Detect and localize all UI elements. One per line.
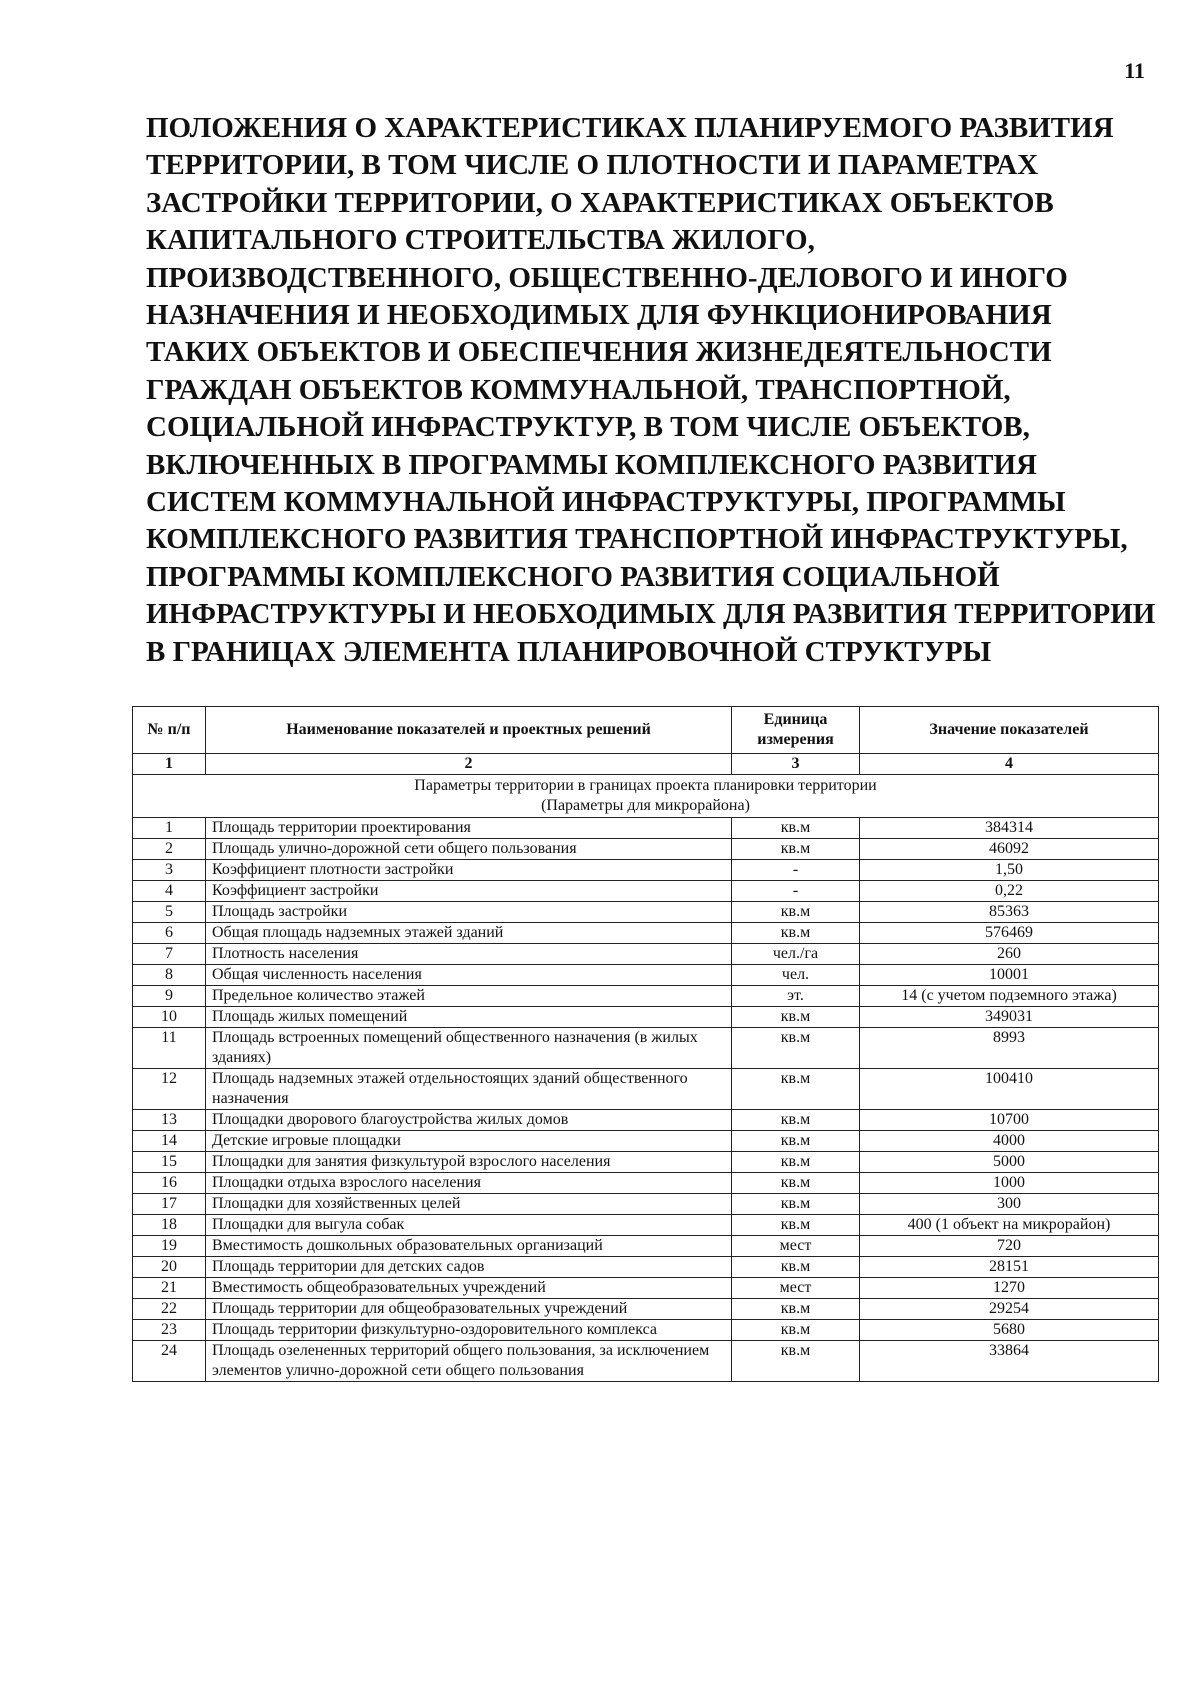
row-unit: - bbox=[732, 860, 860, 881]
row-unit: чел./га bbox=[732, 944, 860, 965]
row-indicator-name: Площадь территории физкультурно-оздоровительного комплекса bbox=[206, 1320, 732, 1341]
row-unit: кв.м bbox=[732, 1215, 860, 1236]
row-value: 10001 bbox=[860, 965, 1159, 986]
row-number: 24 bbox=[133, 1341, 206, 1382]
row-number: 15 bbox=[133, 1152, 206, 1173]
table-row bbox=[133, 1215, 1159, 1236]
header-unit: Единица измерения bbox=[732, 707, 860, 754]
column-number: 3 bbox=[732, 754, 860, 775]
table-row bbox=[133, 923, 1159, 944]
row-indicator-name: Площадки для занятия физкультурой взрослого населения bbox=[206, 1152, 732, 1173]
row-value: 260 bbox=[860, 944, 1159, 965]
row-number: 22 bbox=[133, 1299, 206, 1320]
row-value: 10700 bbox=[860, 1110, 1159, 1131]
row-indicator-name: Общая площадь надземных этажей зданий bbox=[206, 923, 732, 944]
header-num: № п/п bbox=[133, 707, 206, 754]
row-value: 1270 bbox=[860, 1278, 1159, 1299]
table-body bbox=[133, 754, 1159, 1382]
row-value: 576469 bbox=[860, 923, 1159, 944]
row-unit: мест bbox=[732, 1278, 860, 1299]
row-unit: кв.м bbox=[732, 1299, 860, 1320]
row-indicator-name: Площадки дворового благоустройства жилых домов bbox=[206, 1110, 732, 1131]
row-indicator-name: Вместимость общеобразовательных учреждений bbox=[206, 1278, 732, 1299]
heading-line: КАПИТАЛЬНОГО СТРОИТЕЛЬСТВА ЖИЛОГО, bbox=[146, 224, 815, 257]
heading-line: В ГРАНИЦАХ ЭЛЕМЕНТА ПЛАНИРОВОЧНОЙ СТРУКТУРЫ bbox=[146, 635, 992, 668]
document-heading bbox=[146, 110, 1156, 671]
row-value: 300 bbox=[860, 1194, 1159, 1215]
row-value: 5680 bbox=[860, 1320, 1159, 1341]
table-row bbox=[133, 965, 1159, 986]
column-number: 2 bbox=[206, 754, 732, 775]
table-row bbox=[133, 944, 1159, 965]
section-title-line: (Параметры для микрорайона) bbox=[541, 797, 750, 814]
header-value: Значение показателей bbox=[860, 707, 1159, 754]
row-number: 4 bbox=[133, 881, 206, 902]
row-value: 29254 bbox=[860, 1299, 1159, 1320]
row-indicator-name: Площадь надземных этажей отдельностоящих зданий общественного назначения bbox=[206, 1069, 732, 1110]
heading-line: ПОЛОЖЕНИЯ О ХАРАКТЕРИСТИКАХ ПЛАНИРУЕМОГО РАЗВИТИЯ bbox=[146, 112, 1114, 144]
row-value: 33864 bbox=[860, 1341, 1159, 1382]
row-number: 14 bbox=[133, 1131, 206, 1152]
row-number: 20 bbox=[133, 1257, 206, 1278]
row-indicator-name: Площадки отдыха взрослого населения bbox=[206, 1173, 732, 1194]
table-row bbox=[133, 1152, 1159, 1173]
row-value: 1000 bbox=[860, 1173, 1159, 1194]
row-indicator-name: Вместимость дошкольных образовательных организаций bbox=[206, 1236, 732, 1257]
heading-line: СОЦИАЛЬНОЙ ИНФРАСТРУКТУР, В ТОМ ЧИСЛЕ ОБЪЕКТОВ, bbox=[146, 411, 1030, 444]
table-row bbox=[133, 1320, 1159, 1341]
section-title bbox=[133, 775, 1159, 818]
row-number: 1 bbox=[133, 818, 206, 839]
heading-line: ВКЛЮЧЕННЫХ В ПРОГРАММЫ КОМПЛЕКСНОГО РАЗВИТИЯ bbox=[146, 448, 1037, 481]
row-indicator-name: Площадь территории для общеобразовательных учреждений bbox=[206, 1299, 732, 1320]
row-number: 3 bbox=[133, 860, 206, 881]
row-value: 349031 bbox=[860, 1007, 1159, 1028]
table-row bbox=[133, 1341, 1159, 1382]
table-row bbox=[133, 818, 1159, 839]
row-indicator-name: Плотность населения bbox=[206, 944, 732, 965]
column-numbering-row bbox=[133, 754, 1159, 775]
row-number: 18 bbox=[133, 1215, 206, 1236]
row-value: 14 (с учетом подземного этажа) bbox=[860, 986, 1159, 1007]
row-unit: кв.м bbox=[732, 839, 860, 860]
row-unit: кв.м bbox=[732, 1173, 860, 1194]
table-row bbox=[133, 839, 1159, 860]
row-indicator-name: Площадь улично-дорожной сети общего пользования bbox=[206, 839, 732, 860]
table-row bbox=[133, 881, 1159, 902]
table-row bbox=[133, 1131, 1159, 1152]
row-value: 720 bbox=[860, 1236, 1159, 1257]
row-unit: кв.м bbox=[732, 902, 860, 923]
heading-line: ИНФРАСТРУКТУРЫ И НЕОБХОДИМЫХ ДЛЯ РАЗВИТИЯ ТЕРРИТОРИИ bbox=[146, 598, 1156, 631]
row-number: 17 bbox=[133, 1194, 206, 1215]
table-row bbox=[133, 1069, 1159, 1110]
table-row bbox=[133, 986, 1159, 1007]
table-row bbox=[133, 1173, 1159, 1194]
row-value: 4000 bbox=[860, 1131, 1159, 1152]
table-row bbox=[133, 902, 1159, 923]
row-unit: чел. bbox=[732, 965, 860, 986]
heading-line: НАЗНАЧЕНИЯ И НЕОБХОДИМЫХ ДЛЯ ФУНКЦИОНИРОВАНИЯ bbox=[146, 299, 1052, 332]
row-indicator-name: Детские игровые площадки bbox=[206, 1131, 732, 1152]
row-number: 11 bbox=[133, 1028, 206, 1069]
row-indicator-name: Коэффициент плотности застройки bbox=[206, 860, 732, 881]
section-row bbox=[133, 775, 1159, 818]
row-unit: кв.м bbox=[732, 1069, 860, 1110]
row-indicator-name: Площадь территории для детских садов bbox=[206, 1257, 732, 1278]
row-indicator-name: Предельное количество этажей bbox=[206, 986, 732, 1007]
column-number: 1 bbox=[133, 754, 206, 775]
row-unit: кв.м bbox=[732, 1007, 860, 1028]
row-number: 23 bbox=[133, 1320, 206, 1341]
heading-line: ЗАСТРОЙКИ ТЕРРИТОРИИ, О ХАРАКТЕРИСТИКАХ ОБЪЕКТОВ bbox=[146, 186, 1054, 219]
row-unit: эт. bbox=[732, 986, 860, 1007]
table-row bbox=[133, 1236, 1159, 1257]
row-value: 0,22 bbox=[860, 881, 1159, 902]
heading-line: КОМПЛЕКСНОГО РАЗВИТИЯ ТРАНСПОРТНОЙ ИНФРАСТРУКТУРЫ, bbox=[146, 523, 1128, 556]
table-row bbox=[133, 1194, 1159, 1215]
row-value: 384314 bbox=[860, 818, 1159, 839]
heading-line: ПРОГРАММЫ КОМПЛЕКСНОГО РАЗВИТИЯ СОЦИАЛЬНОЙ bbox=[146, 560, 1000, 593]
row-indicator-name: Площадь озелененных территорий общего пользования, за исключением элементов улично-дорожной сети общего пользования bbox=[206, 1341, 732, 1382]
page-number: 11 bbox=[1124, 58, 1145, 83]
row-value: 28151 bbox=[860, 1257, 1159, 1278]
row-unit: мест bbox=[732, 1236, 860, 1257]
table-header-row bbox=[133, 707, 1159, 754]
row-unit: кв.м bbox=[732, 1110, 860, 1131]
column-number: 4 bbox=[860, 754, 1159, 775]
row-number: 7 bbox=[133, 944, 206, 965]
row-number: 6 bbox=[133, 923, 206, 944]
row-value: 100410 bbox=[860, 1069, 1159, 1110]
row-indicator-name: Площадки для хозяйственных целей bbox=[206, 1194, 732, 1215]
indicators-table bbox=[132, 706, 1159, 1382]
heading-line: ТАКИХ ОБЪЕКТОВ И ОБЕСПЕЧЕНИЯ ЖИЗНЕДЕЯТЕЛЬНОСТИ bbox=[146, 336, 1052, 369]
table-row bbox=[133, 860, 1159, 881]
row-indicator-name: Площадь застройки bbox=[206, 902, 732, 923]
row-unit: кв.м bbox=[732, 1257, 860, 1278]
row-number: 2 bbox=[133, 839, 206, 860]
header-name: Наименование показателей и проектных решений bbox=[206, 707, 732, 754]
row-unit: - bbox=[732, 881, 860, 902]
table-row bbox=[133, 1299, 1159, 1320]
table-row bbox=[133, 1278, 1159, 1299]
row-unit: кв.м bbox=[732, 1194, 860, 1215]
heading-line: ТЕРРИТОРИИ, В ТОМ ЧИСЛЕ О ПЛОТНОСТИ И ПАРАМЕТРАХ bbox=[146, 149, 1039, 182]
row-indicator-name: Общая численность населения bbox=[206, 965, 732, 986]
table-row bbox=[133, 1257, 1159, 1278]
heading-line: ГРАЖДАН ОБЪЕКТОВ КОММУНАЛЬНОЙ, ТРАНСПОРТНОЙ, bbox=[146, 373, 1011, 406]
row-unit: кв.м bbox=[732, 1028, 860, 1069]
row-number: 5 bbox=[133, 902, 206, 923]
heading-line: ПРОИЗВОДСТВЕННОГО, ОБЩЕСТВЕННО-ДЕЛОВОГО И ИНОГО bbox=[146, 261, 1068, 294]
row-number: 21 bbox=[133, 1278, 206, 1299]
row-number: 13 bbox=[133, 1110, 206, 1131]
row-indicator-name: Площадь встроенных помещений общественного назначения (в жилых зданиях) bbox=[206, 1028, 732, 1069]
row-unit: кв.м bbox=[732, 1320, 860, 1341]
row-value: 400 (1 объект на микрорайон) bbox=[860, 1215, 1159, 1236]
row-number: 10 bbox=[133, 1007, 206, 1028]
row-number: 8 bbox=[133, 965, 206, 986]
row-number: 12 bbox=[133, 1069, 206, 1110]
row-value: 46092 bbox=[860, 839, 1159, 860]
row-value: 8993 bbox=[860, 1028, 1159, 1069]
row-value: 1,50 bbox=[860, 860, 1159, 881]
row-indicator-name: Площадки для выгула собак bbox=[206, 1215, 732, 1236]
row-value: 85363 bbox=[860, 902, 1159, 923]
row-unit: кв.м bbox=[732, 1152, 860, 1173]
table-row bbox=[133, 1007, 1159, 1028]
table-row bbox=[133, 1110, 1159, 1131]
row-number: 16 bbox=[133, 1173, 206, 1194]
row-number: 19 bbox=[133, 1236, 206, 1257]
row-unit: кв.м bbox=[732, 1341, 860, 1382]
row-unit: кв.м bbox=[732, 923, 860, 944]
heading-line: СИСТЕМ КОММУНАЛЬНОЙ ИНФРАСТРУКТУРЫ, ПРОГРАММЫ bbox=[146, 486, 1066, 519]
row-unit: кв.м bbox=[732, 818, 860, 839]
row-indicator-name: Площадь жилых помещений bbox=[206, 1007, 732, 1028]
row-indicator-name: Площадь территории проектирования bbox=[206, 818, 732, 839]
row-indicator-name: Коэффициент застройки bbox=[206, 881, 732, 902]
row-number: 9 bbox=[133, 986, 206, 1007]
table-row bbox=[133, 1028, 1159, 1069]
section-title-line: Параметры территории в границах проекта планировки территории bbox=[414, 777, 877, 794]
row-value: 5000 bbox=[860, 1152, 1159, 1173]
row-unit: кв.м bbox=[732, 1131, 860, 1152]
